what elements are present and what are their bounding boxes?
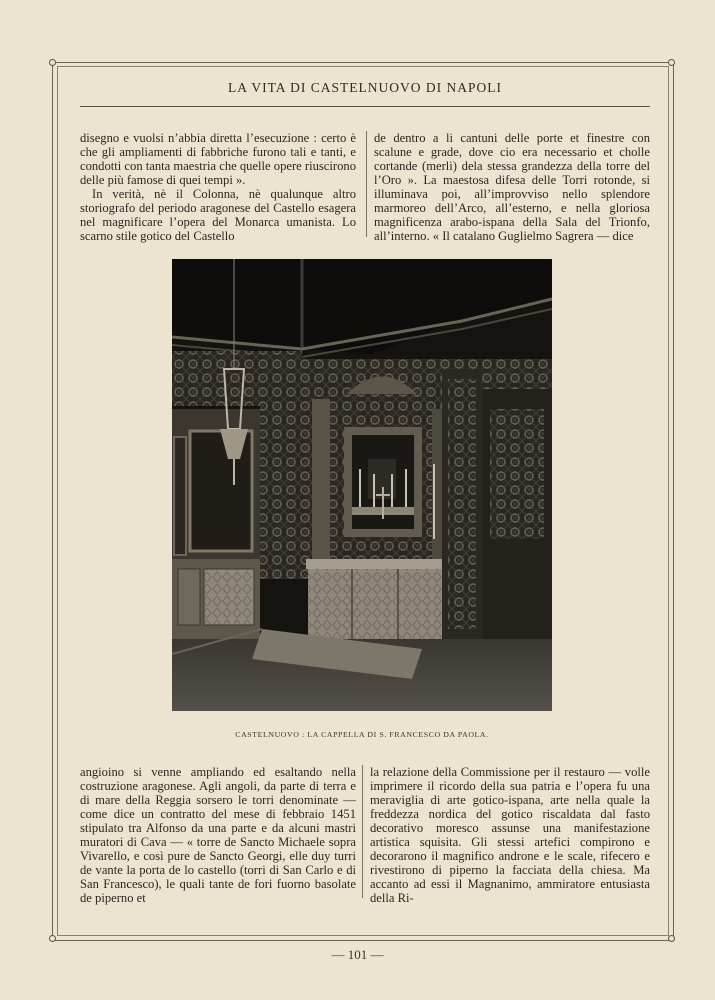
photo-caption: CASTELNUOVO : LA CAPPELLA DI S. FRANCESCO DA PAOLA.	[235, 730, 489, 739]
top-right-column	[374, 131, 650, 243]
paragraph: de dentro a li cantuni delle porte et finestre con scalune e grade, dove cio era necessario et cholle cortande (merli) dela stessa grandezza della torre del l’Oro ». La maestosa difesa delle Torri rotonde, si illuminava poi, all’improvviso nello splendore marmoreo dell’Arco, all’esterno, e nella gloriosa magnificenza arabo-ispana della Sala del Trionfo, all’interno. « Il catalano Guglielmo Sagrera — dice	[374, 131, 650, 243]
paragraph: angioino si venne ampliando ed esaltando nella costruzione aragonese. Agli angoli, da parte di terra e di mare della Reggia sorsero le torri denominate — come dice un contratto del mese di febbraio 1451 stipulato tra Alfonso da una parte e da alcuni mastri muratori di Cava — « torre de Sancto Michaele sopra Vivarello, e così pure de Sancto Georgi, elle duy turri de vante la porta de lo castello (torri di San Carlo e di San Francesco), le quali tante de fori fuorno basolate de piperno et	[80, 765, 356, 905]
frame-corner-ornament	[49, 59, 56, 66]
column-divider	[362, 765, 363, 898]
frame-corner-ornament	[668, 935, 675, 942]
paragraph: In verità, nè il Colonna, nè qualunque altro storiografo del periodo aragonese del Castello esagera nel magnificare l’opera del Monarca umanista. Lo scarno stile gotico del Castello	[80, 187, 356, 243]
top-left-column	[80, 131, 356, 243]
bottom-left-column	[80, 765, 356, 905]
header-rule	[80, 106, 650, 107]
page-number: — 101 —	[331, 947, 384, 962]
frame-corner-ornament	[668, 59, 675, 66]
column-divider	[366, 131, 367, 237]
paragraph: la relazione della Commissione per il restauro — volle imprimere il ricordo della sua patria e l’opera fu una meraviglia di arte gotico-ispana, arte nella quale la freddezza nordica del gotico riscaldata dal fasto decorativo moresco assunse una manifestazione artistica squisita. Gli stessi artefici compirono e decorarono il magnifico androne e le scale, rifecero e rivestirono di piperno la facciata della chiesa. Ma accanto ad essi il Magnanimo, ammiratore entusiasta della Ri-	[370, 765, 650, 905]
chapel-photograph	[172, 259, 552, 711]
paragraph: disegno e vuolsi n’abbia diretta l’esecuzione : certo è che gli ampliamenti di fabbriche furono tali e tanti, e condotti con tanta maestria che quelle opere riuscirono delle più famose di quei tempi ».	[80, 131, 356, 187]
frame-corner-ornament	[49, 935, 56, 942]
bottom-right-column	[370, 765, 650, 905]
running-header: LA VITA DI CASTELNUOVO DI NAPOLI	[227, 80, 503, 95]
